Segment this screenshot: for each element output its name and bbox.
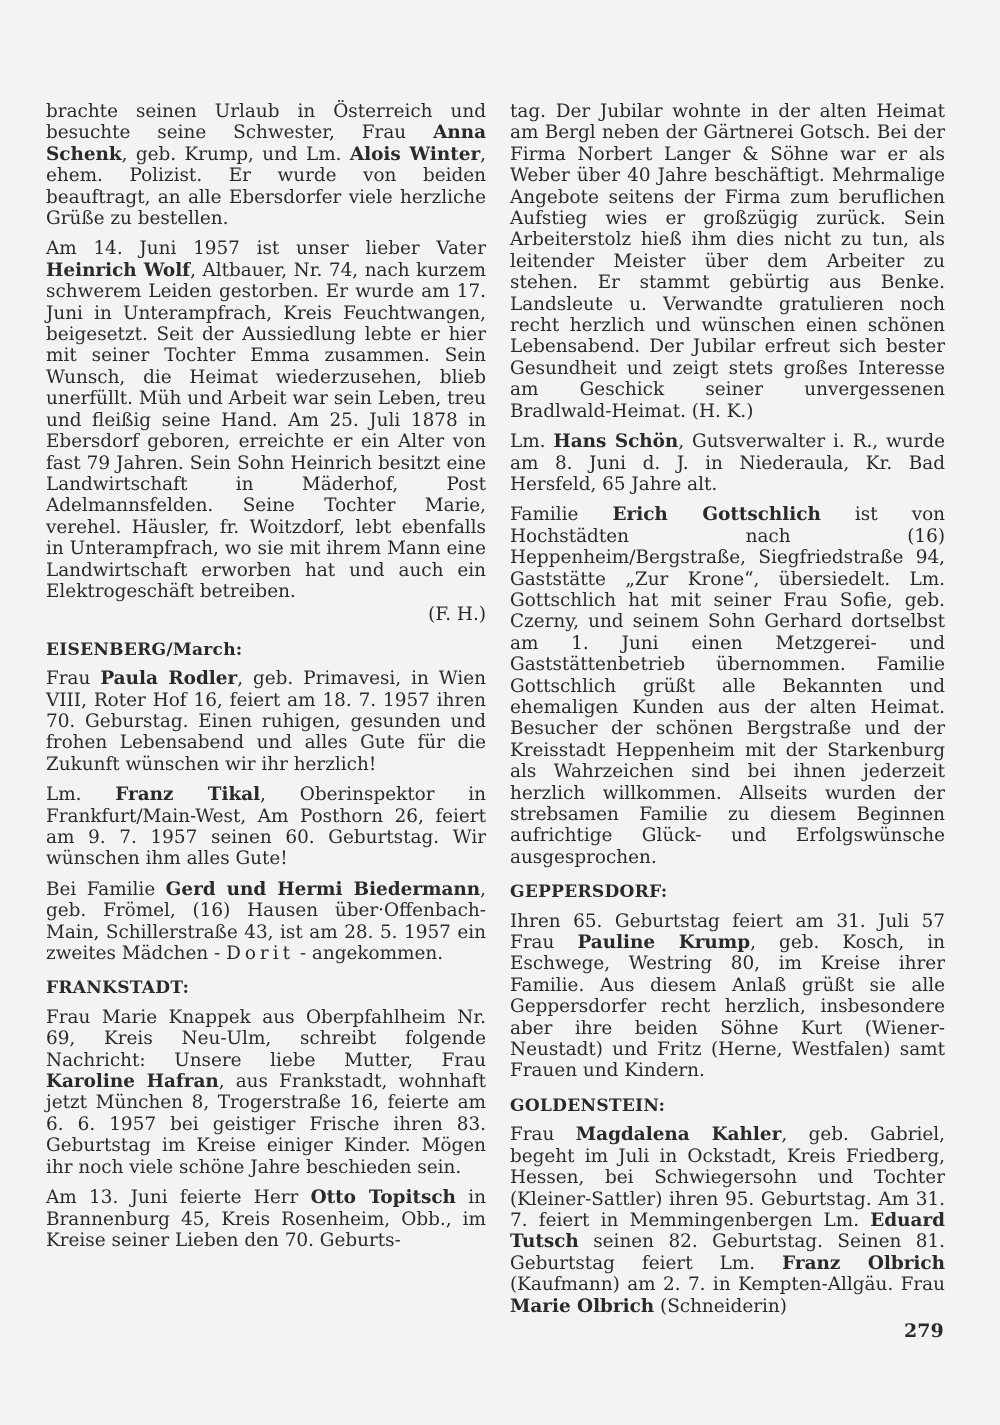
- paragraph-biedermann: Bei Familie Gerd und Hermi Biedermann, geb. Frömel, (16) Hausen über·Offenbach-Main, Schillerstraße 43, ist am 28. 5. 1957 ein zweites Mädchen - Dorit - angekommen.: [46, 878, 486, 965]
- name-biedermann: Gerd und Hermi Biedermann: [165, 878, 481, 900]
- name-alois-winter: Alois Winter: [349, 143, 481, 165]
- name-erich-gottschlich: Erich Gottschlich: [612, 504, 821, 526]
- paragraph-karoline-hafran: Frau Marie Knappek aus Oberpfahlheim Nr. 69, Kreis Neu-Ulm, schreibt folgende Nachricht: Unsere liebe Mutter, Frau Karoline Hafran, aus Frankstadt, wohnhaft jetzt München 8, Trogerstraße 16, feierte am 6. 6. 1957 bei geistiger Frische ihren 83. Geburtstag im Kreise einiger Kinder. Mögen ihr noch viele schöne Jahre beschieden sein.: [46, 1006, 486, 1178]
- paragraph-franz-tikal: Lm. Franz Tikal, Oberinspektor in Frankfurt/Main-West, Am Posthorn 26, feiert am 9. 7. 1957 seinen 60. Geburtstag. Wir wünschen ihm alles Gute!: [46, 784, 487, 870]
- name-dorit: Dorit: [226, 943, 294, 965]
- name-otto-topitsch: Otto Topitsch: [310, 1187, 456, 1209]
- paragraph-erich-gottschlich: Familie Erich Gottschlich ist von Hochstädten nach (16) Heppenheim/Bergstraße, Siegfriedstraße 94, Gaststätte „Zur Krone“, übersiedelt. Lm. Gottschlich hat mit seiner Frau Sofie, geb. Czerny, und seinem Sohn Gerhard dortselbst am 1. Juni einen Metzgerei- und Gaststättenbetrieb übernommen. Familie Gottschlich grüßt alle Bekannten und ehemaligen Kunden aus der alten Heimat. Besucher der schönen Bergstraße und der Kreisstadt Heppenheim mit der Starkenburg als Wahrzeichen sind bei ihnen jederzeit herzlich willkommen. Allseits wurden der strebsamen Familie zu diesem Beginnen aufrichtige Glück- und Erfolgswünsche ausgesprochen.: [510, 504, 945, 868]
- name-karoline-hafran: Karoline Hafran: [46, 1071, 219, 1093]
- paragraph-hans-schoen: Lm. Hans Schön, Gutsverwalter i. R., wurde am 8. Juni d. J. in Niederaula, Kr. Bad Hersfeld, 65 Jahre alt.: [510, 431, 946, 495]
- paragraph-magdalena-kahler: Frau Magdalena Kahler, geb. Gabriel, begeht im Juli in Ockstadt, Kreis Friedberg, Hessen, bei Schwiegersohn und Tochter (Kleiner-Sattler) ihren 95. Geburtstag. Am 31. 7. feiert in Memmingenbergen Lm. Eduard Tutsch seinen 82. Geburtstag. Seinen 81. Geburtstag feiert Lm. Franz Olbrich (Kaufmann) am 2. 7. in Kempten-Allgäu. Frau Marie Olbrich (Schneiderin): [510, 1124, 945, 1317]
- section-heading-eisenberg: EISENBERG/March:: [46, 639, 243, 660]
- name-heinrich-wolf: Heinrich Wolf: [46, 259, 191, 281]
- paragraph-otto-topitsch: Am 13. Juni feierte Herr Otto Topitsch in Brannenburg 45, Kreis Rosenheim, Obb., im Kreise seiner Lieben den 70. Geburts-: [46, 1187, 486, 1251]
- name-marie-olbrich: Marie Olbrich: [510, 1295, 655, 1317]
- name-eduard-tutsch: Eduard Tutsch: [510, 1209, 945, 1253]
- name-pauline-krump: Pauline Krump: [577, 932, 751, 954]
- page-number: 279: [904, 1320, 944, 1342]
- paragraph-paula-rodler: Frau Paula Rodler, geb. Primavesi, in Wien VIII, Roter Hof 16, feiert am 18. 7. 1957 ihren 70. Geburstag. Einen ruhigen, gesunden und frohen Lebensabend und alles Gute für die Zukunft wünschen wir ihr herzlich!: [46, 668, 486, 775]
- name-paula-rodler: Paula Rodler: [100, 668, 238, 690]
- paragraph-jubilar-continued: tag. Der Jubilar wohnte in der alten Heimat am Bergl neben der Gärtnerei Gotsch. Bei der Firma Norbert Langer & Söhne war er als Weber über 40 Jahre beschäftigt. Mehrmalige Angebote seitens der Firma zum beruflichen Aufstieg wies er großzügig zurück. Sein Arbeiterstolz hieß ihm dies nicht zu tun, als leitender Meister über dem Arbeiter zu stehen. Er stammt gebürtig aus Benke. Landsleute u. Verwandte gratulieren noch recht herzlich und wünschen einen schönen Lebensabend. Der Jubilar erfreut sich bester Gesundheit und zeigt stets großes Interesse am Geschick seiner unvergessenen Bradlwald-Heimat. (H. K.): [510, 101, 945, 422]
- name-hans-schoen: Hans Schön: [553, 431, 679, 453]
- section-heading-geppersdorf: GEPPERSDORF:: [510, 882, 668, 903]
- paragraph-heinrich-wolf: Am 14. Juni 1957 ist unser lieber Vater Heinrich Wolf, Altbauer, Nr. 74, nach kurzem schwerem Leiden gestorben. Er wurde am 17. Juni in Unterampfrach, Kreis Feuchtwangen, beigesetzt. Seit der Aussiedlung lebte er hier mit seiner Tochter Emma zusammen. Sein Wunsch, die Heimat wiederzusehen, blieb unerfüllt. Müh und Arbeit war sein Leben, treu und fleißig seine Hand. Am 25. Juli 1878 in Ebersdorf geboren, erreichte er ein Alter von fast 79 Jahren. Sein Sohn Heinrich besitzt eine Landwirtschaft in Mäderhof, Post Adelmannsfelden. Seine Tochter Marie, verehel. Häusler, fr. Woitzdorf, lebt ebenfalls in Unterampfrach, wo sie mit ihrem Mann eine Landwirtschaft erworben hat und auch ein Elektrogeschäft betreiben.: [46, 238, 486, 602]
- author-signature-fh: (F. H.): [428, 604, 486, 626]
- right-column: [510, 101, 945, 1326]
- name-magdalena-kahler: Magdalena Kahler: [575, 1124, 782, 1146]
- name-anna-schenk: Anna Schenk: [46, 122, 486, 165]
- name-franz-olbrich: Franz Olbrich: [782, 1252, 945, 1274]
- paragraph-ebersdorf-urlaub: brachte seinen Urlaub in Österreich und besuchte seine Schwester, Frau Anna Schenk, geb. Krump, und Lm. Alois Winter, ehem. Polizist. Er wurde von beiden beauftragt, an alle Ebersdorfer viele herzliche Grüße zu bestellen.: [46, 101, 486, 230]
- paragraph-pauline-krump: Ihren 65. Geburtstag feiert am 31. Juli 57 Frau Pauline Krump, geb. Kosch, in Eschwege, Westring 80, im Kreise ihrer Familie. Aus diesem Anlaß grüßt sie alle Geppersdorfer recht herzlich, insbesondere aber ihre beiden Söhne Kurt (Wiener-Neustadt) und Fritz (Herne, Westfalen) samt Frauen und Kindern.: [510, 910, 945, 1082]
- section-heading-goldenstein: GOLDENSTEIN:: [510, 1095, 666, 1116]
- left-column: [46, 101, 486, 1260]
- name-franz-tikal: Franz Tikal: [115, 784, 261, 806]
- section-heading-frankstadt: FRANKSTADT:: [46, 978, 190, 999]
